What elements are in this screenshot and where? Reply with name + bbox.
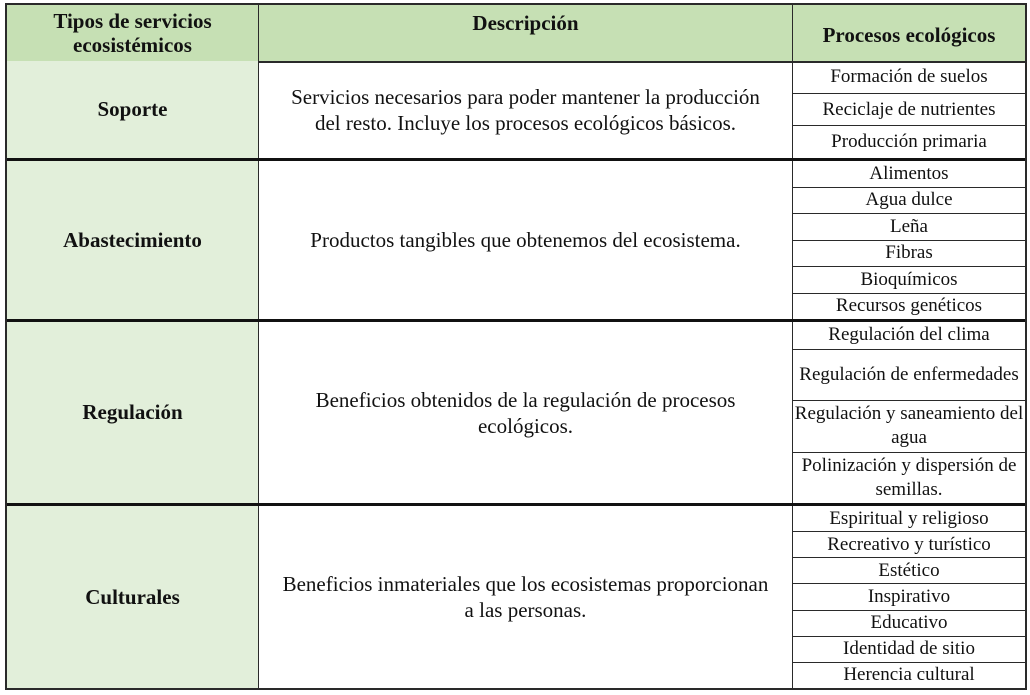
process-item: Regulación y saneamiento del agua bbox=[793, 400, 1025, 452]
process-item: Bioquímicos bbox=[793, 266, 1025, 293]
process-item: Leña bbox=[793, 213, 1025, 240]
processes-cell bbox=[793, 161, 1025, 319]
process-item: Inspirativo bbox=[793, 583, 1025, 609]
process-item: Fibras bbox=[793, 240, 1025, 267]
process-item: Polinización y dispersión de semillas. bbox=[793, 452, 1025, 504]
table-row-regulacion bbox=[7, 319, 1025, 503]
table-row-abastecimiento bbox=[7, 158, 1025, 319]
type-cell: Abastecimiento bbox=[7, 161, 259, 319]
process-item: Producción primaria bbox=[793, 125, 1025, 158]
type-cell: Culturales bbox=[7, 506, 259, 688]
process-item: Reciclaje de nutrientes bbox=[793, 93, 1025, 126]
process-item: Regulación de enfermedades bbox=[793, 349, 1025, 401]
process-item: Formación de suelos bbox=[830, 65, 988, 87]
description-cell: Beneficios inmateriales que los ecosistemas proporcionan a las personas. bbox=[259, 506, 793, 688]
process-item: Regulación del clima bbox=[828, 324, 990, 346]
description-cell: Productos tangibles que obtenemos del ecosistema. bbox=[259, 161, 793, 319]
process-item: Estético bbox=[793, 557, 1025, 583]
table-row-culturales bbox=[7, 503, 1025, 688]
ecosystem-services-table bbox=[5, 3, 1027, 690]
description-cell: Servicios necesarios para poder mantener la producción del resto. Incluye los procesos ecológicos básicos. bbox=[259, 61, 793, 158]
processes-cell bbox=[793, 61, 1025, 158]
header-types: Tipos de servicios ecosistémicos bbox=[7, 5, 259, 61]
type-cell: Regulación bbox=[7, 322, 259, 503]
header-processes: Procesos ecológicos bbox=[822, 23, 996, 47]
description-cell: Beneficios obtenidos de la regulación de procesos ecológicos. bbox=[259, 322, 793, 503]
process-item: Educativo bbox=[793, 610, 1025, 636]
process-item: Herencia cultural bbox=[793, 662, 1025, 688]
process-item: Recreativo y turístico bbox=[793, 531, 1025, 557]
process-item: Espiritual y religioso bbox=[829, 507, 989, 529]
process-item: Recursos genéticos bbox=[793, 293, 1025, 320]
table-row-soporte bbox=[7, 61, 1025, 158]
processes-cell bbox=[793, 506, 1025, 688]
type-cell: Soporte bbox=[7, 61, 259, 158]
process-item: Identidad de sitio bbox=[793, 636, 1025, 662]
process-item: Agua dulce bbox=[793, 187, 1025, 214]
process-item: Alimentos bbox=[869, 162, 949, 184]
table-header-row bbox=[7, 5, 1025, 63]
header-description: Descripción bbox=[259, 5, 793, 61]
processes-cell bbox=[793, 322, 1025, 503]
